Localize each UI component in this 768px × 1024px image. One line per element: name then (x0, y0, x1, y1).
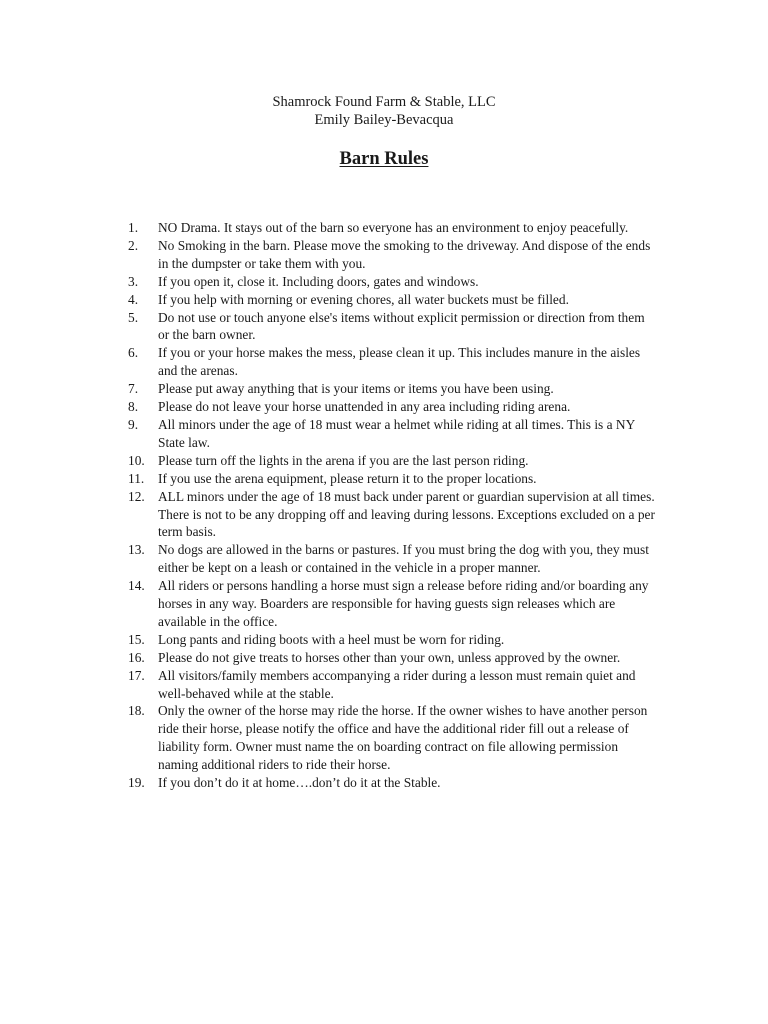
rule-number: 15. (128, 631, 145, 647)
list-item (128, 309, 658, 345)
rule-text: If you don’t do it at home….don’t do it at the Stable. (158, 775, 441, 791)
page-title (0, 148, 768, 170)
list-item (128, 649, 658, 667)
list-item (128, 380, 658, 398)
rule-number: 13. (128, 542, 145, 558)
rule-text: Only the owner of the horse may ride the horse. If the owner wishes to have another person ride their horse, please notify the office and have the additional rider fill out a release of liability form. Owner must name the on boarding contract on file allowing permission naming additional riders to ride their horse. (158, 703, 648, 773)
list-item (128, 541, 658, 577)
rule-text: If you help with morning or evening chores, all water buckets must be filled. (158, 291, 569, 307)
list-item (128, 470, 658, 488)
rule-text: Please turn off the lights in the arena if you are the last person riding. (158, 452, 529, 468)
company-name: Shamrock Found Farm & Stable, LLC (272, 94, 496, 110)
rule-text: All riders or persons handling a horse must sign a release before riding and/or boarding any horses in any way. Boarders are responsible for having guests sign releases which are available in the office. (158, 578, 649, 629)
rule-number: 14. (128, 578, 145, 594)
rule-number: 12. (128, 488, 145, 504)
rule-number: 8. (128, 399, 139, 415)
list-item (128, 398, 658, 416)
rule-text: Long pants and riding boots with a heel must be worn for riding. (158, 631, 505, 647)
list-item (128, 774, 658, 792)
rule-number: 5. (128, 309, 139, 325)
rule-number: 6. (128, 345, 139, 361)
rule-text: NO Drama. It stays out of the barn so everyone has an environment to enjoy peacefully. (158, 220, 629, 235)
list-item (128, 631, 658, 649)
list-item (128, 452, 658, 470)
rule-number: 7. (128, 381, 139, 397)
list-item (128, 219, 658, 237)
rule-number: 16. (128, 649, 145, 665)
rule-number: 1. (128, 220, 139, 235)
rule-number: 19. (128, 775, 145, 791)
list-item (128, 416, 658, 452)
rule-number: 4. (128, 291, 139, 307)
list-item (128, 344, 658, 380)
list-item (128, 702, 658, 774)
rule-number: 3. (128, 273, 139, 289)
list-item (128, 488, 658, 542)
list-item (128, 237, 658, 273)
rule-text: If you open it, close it. Including doors, gates and windows. (158, 273, 479, 289)
rule-number: 10. (128, 452, 145, 468)
page-title-text: Barn Rules (339, 149, 429, 169)
rule-text: All minors under the age of 18 must wear a helmet while riding at all times. This is a NY State law. (158, 416, 635, 450)
rule-number: 2. (128, 237, 139, 253)
rule-text: Do not use or touch anyone else's items without explicit permission or direction from them or the barn owner. (158, 309, 645, 343)
list-item (128, 667, 658, 703)
list-item (128, 577, 658, 631)
rule-text: Please do not leave your horse unattended in any area including riding arena. (158, 399, 571, 415)
rule-number: 17. (128, 667, 145, 683)
rule-text: If you use the arena equipment, please return it to the proper locations. (158, 470, 537, 486)
rule-number: 11. (128, 470, 145, 486)
owner-name: Emily Bailey-Bevacqua (314, 112, 454, 128)
rule-text: No dogs are allowed in the barns or pastures. If you must bring the dog with you, they must either be kept on a leash or contained in the vehicle in a proper manner. (158, 542, 649, 576)
rule-text: Please put away anything that is your items or items you have been using. (158, 381, 554, 397)
rule-text: If you or your horse makes the mess, please clean it up. This includes manure in the aisles and the arenas. (158, 345, 641, 379)
rule-text: ALL minors under the age of 18 must back under parent or guardian supervision at all times. There is not to be any dropping off and leaving during lessons. Exceptions excluded on a per term basis. (158, 488, 655, 540)
rule-number: 9. (128, 416, 139, 432)
rule-text: All visitors/family members accompanying a rider during a lesson must remain quiet and well-behaved while at the stable. (158, 667, 636, 701)
rules-list (128, 219, 658, 792)
rule-number: 18. (128, 703, 145, 719)
rule-text: Please do not give treats to horses other than your own, unless approved by the owner. (158, 649, 621, 665)
list-item (128, 273, 658, 291)
rule-text: No Smoking in the barn. Please move the smoking to the driveway. And dispose of the ends in the dumpster or take them with you. (158, 237, 651, 271)
letterhead (0, 93, 768, 129)
list-item (128, 291, 658, 309)
